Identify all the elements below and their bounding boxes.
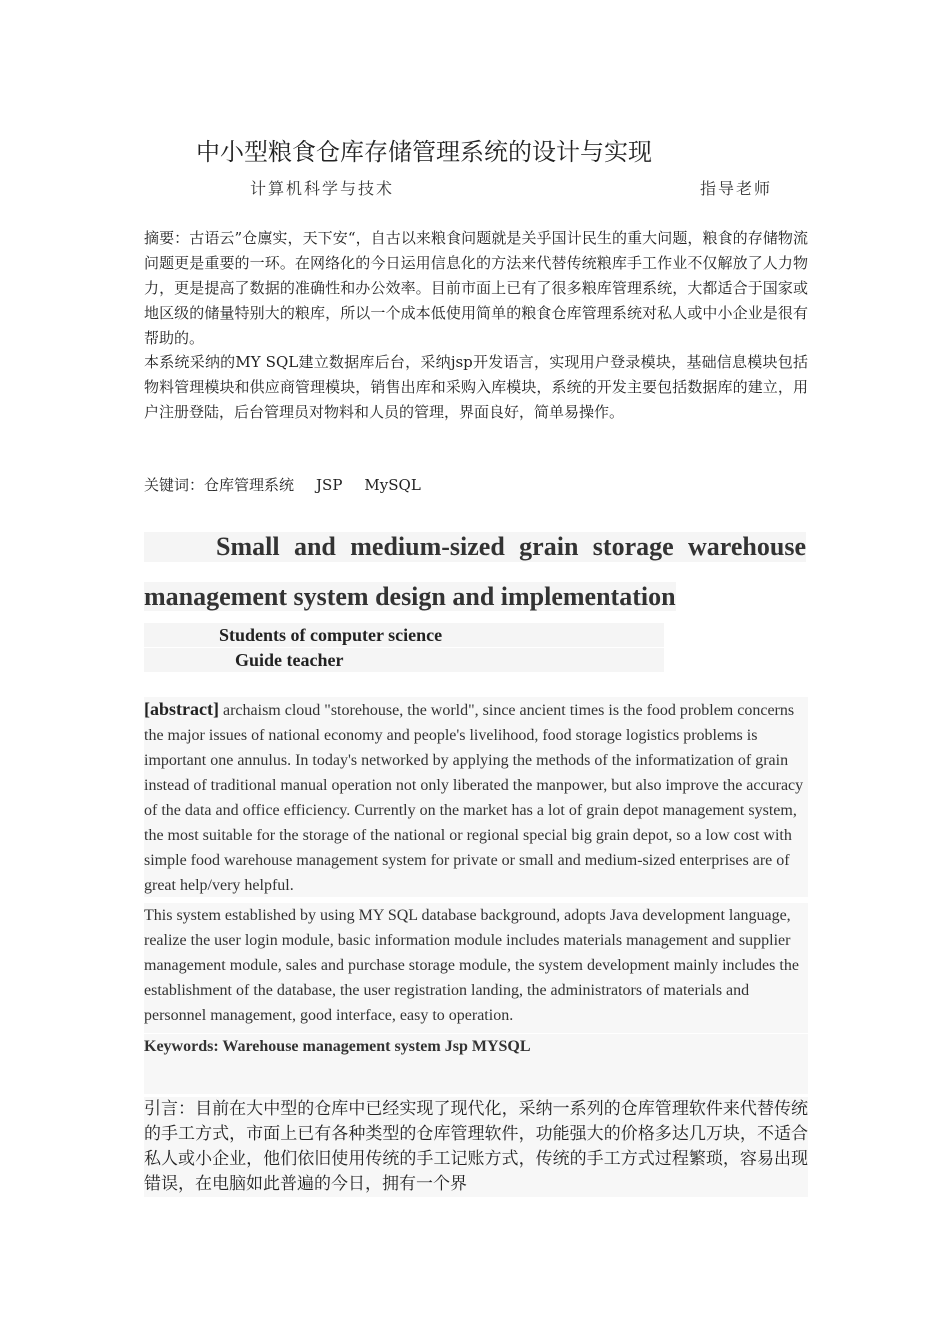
chinese-major: 计算机科学与技术 — [250, 179, 395, 198]
chinese-abstract-label: 摘要： — [144, 229, 190, 247]
english-keywords: Keywords: Warehouse management system Jsp MYSQL — [144, 1034, 808, 1094]
chinese-title: 中小型粮食仓库存储管理系统的设计与实现 — [196, 138, 652, 166]
chinese-keyword: JSP — [316, 476, 343, 494]
english-abstract-paragraph-1 — [144, 697, 808, 897]
introduction-label: 引言： — [144, 1099, 196, 1119]
chinese-keywords-label: 关键词： — [144, 476, 205, 494]
english-abstract-text-1: archaism cloud "storehouse, the world", since ancient times is the food problem concerns the major issues of national economy and people's livelihood, food storage logistics problems is important one annulus. In today's networked by applying the methods of the informatization of grain instead of traditional manual operation not only liberated the manpower, but also improve the accuracy of the data and office efficiency. Currently on the market has a lot of grain depot management system, the most suitable for the storage of the national or regional special big grain depot, so a low cost with simple food warehouse management system for private or small and medium-sized enterprises are of great help/very helpful. — [144, 702, 804, 894]
chinese-abstract-paragraph-2: 本系统采纳的MY SQL建立数据库后台，采纳jsp开发语言，实现用户登录模块，基础信息模块包括物料管理模块和供应商管理模块，销售出库和采购入库模块，系统的开发主要包括数据库的建立，用户注册登陆，后台管理员对物料和人员的管理，界面良好，简单易操作。 — [144, 353, 808, 421]
chinese-keyword: MySQL — [364, 476, 421, 494]
english-abstract-paragraph-2: This system established by using MY SQL database background, adopts Java development language, realize the user login module, basic information module includes materials management and supplier management module, sales and purchase storage module, the system development mainly includes the establishment of the database, the user registration landing, the administrators of materials and personnel management, good interface, easy to operation. — [144, 903, 808, 1033]
chinese-keyword: 仓库管理系统 — [204, 476, 295, 494]
chinese-keywords — [144, 474, 443, 495]
chinese-advisor: 指导老师 — [700, 179, 773, 198]
english-author-line: Students of computer science — [144, 623, 664, 647]
english-title-line-2-text: management system design and implementation — [144, 582, 676, 611]
english-abstract-label: [abstract] — [144, 699, 219, 719]
introduction-paragraph — [144, 1097, 808, 1197]
chinese-abstract-paragraph-1 — [144, 226, 808, 351]
english-guide-teacher-line: Guide teacher — [144, 648, 664, 672]
english-title-line-1: Small and medium-sized grain storage warehouse — [144, 532, 806, 562]
chinese-abstract-text-1: 古语云”仓廪实，天下安“，自古以来粮食问题就是关乎国计民生的重大问题，粮食的存储物流问题更是重要的一环。在网络化的今日运用信息化的方法来代替传统粮库手工作业不仅解放了人力物力，更是提高了数据的准确性和办公效率。目前市面上已有了很多粮库管理系统，大都适合于国家或地区级的储量特别大的粮库，所以一个成本低使用简单的粮食仓库管理系统对私人或中小企业是很有帮助的。 — [144, 229, 808, 347]
introduction-text: 目前在大中型的仓库中已经实现了现代化，采纳一系列的仓库管理软件来代替传统的手工方式，市面上已有各种类型的仓库管理软件，功能强大的价格多达几万块，不适合私人或小企业，他们依旧使用传统的手工记账方式，传统的手工方式过程繁琐，容易出现错误，在电脑如此普遍的今日，拥有一个界 — [144, 1099, 808, 1194]
english-title-line-2 — [144, 582, 806, 612]
